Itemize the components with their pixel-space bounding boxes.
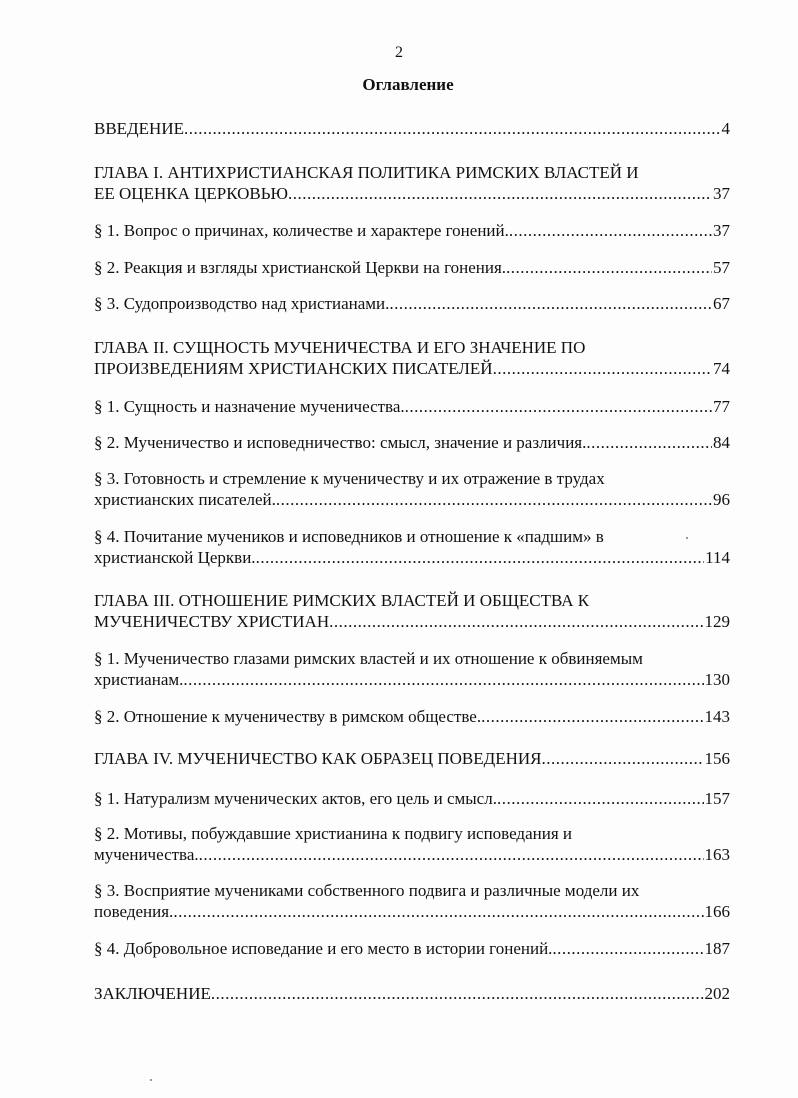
toc-entry-last-line xyxy=(94,396,730,417)
toc-entry-last-line xyxy=(94,611,730,632)
dot-leader xyxy=(497,788,704,809)
toc-entry-line: ГЛАВА I. АНТИХРИСТИАНСКАЯ ПОЛИТИКА РИМСКИХ ВЛАСТЕЙ И xyxy=(94,163,639,182)
toc-page-number: 114 xyxy=(705,548,730,567)
toc-page-number: 84 xyxy=(713,433,730,452)
toc-entry-last-line xyxy=(94,489,730,510)
toc-page-number: 202 xyxy=(704,984,730,1003)
dot-leader xyxy=(256,547,705,568)
toc-entry-chapter-2[interactable] xyxy=(94,337,730,379)
toc-page-number: 187 xyxy=(704,939,730,958)
dot-leader xyxy=(276,489,712,510)
toc-entry-chapter-1-section-3[interactable] xyxy=(94,293,730,314)
toc-entry-line: § 1. Мученичество глазами римских властей и их отношение к обвиняемым xyxy=(94,649,643,668)
toc-entry-text: ЗАКЛЮЧЕНИЕ xyxy=(94,984,211,1003)
dot-leader xyxy=(389,293,712,314)
toc-entry-text: ЕЕ ОЦЕНКА ЦЕРКОВЬЮ xyxy=(94,184,288,203)
toc-page-number: 67 xyxy=(713,294,730,313)
toc-entry-chapter-1[interactable] xyxy=(94,162,730,204)
toc-page-number: 143 xyxy=(704,707,730,726)
toc-entry-chapter-3-section-1[interactable] xyxy=(94,648,730,690)
dot-leader xyxy=(586,432,712,453)
toc-entry-last-line xyxy=(94,257,730,278)
toc-entry-line: § 2. Мотивы, побуждавшие христианина к подвигу исповедания и xyxy=(94,824,572,843)
toc-entry-text: § 1. Натурализм мученических актов, его цель и смысл. xyxy=(94,789,497,808)
toc-entry-chapter-2-section-1[interactable] xyxy=(94,396,730,417)
page-number: 2 xyxy=(395,44,403,61)
dot-leader xyxy=(184,118,721,139)
toc-entry-chapter-3[interactable] xyxy=(94,590,730,632)
toc-page-number: 4 xyxy=(721,119,730,138)
dot-leader xyxy=(199,844,704,865)
toc-page-number: 163 xyxy=(704,845,730,864)
dot-leader xyxy=(183,669,703,690)
toc-page-number: 57 xyxy=(713,258,730,277)
toc-entry-last-line xyxy=(94,669,730,690)
toc-entry-chapter-2-section-4[interactable] xyxy=(94,526,730,568)
toc-entry-line: § 3. Восприятие мучениками собственного подвига и различные модели их xyxy=(94,881,640,900)
toc-entry-text: христианам. xyxy=(94,670,184,689)
toc-entry-last-line xyxy=(94,183,730,204)
toc-entry-chapter-4-section-1[interactable] xyxy=(94,788,730,809)
toc-entry-text: § 4. Добровольное исповедание и его место в истории гонений. xyxy=(94,939,553,958)
toc-entry-chapter-4-section-2[interactable] xyxy=(94,823,730,865)
toc-entry-text: МУЧЕНИЧЕСТВУ ХРИСТИАН xyxy=(94,612,330,631)
toc-entry-last-line xyxy=(94,118,730,139)
toc-entry-last-line xyxy=(94,547,730,568)
toc-entry-text: § 3. Судопроизводство над христианами. xyxy=(94,294,390,313)
scan-speck xyxy=(686,537,688,539)
toc-page-number: 37 xyxy=(713,221,730,240)
toc-entry-last-line xyxy=(94,220,730,241)
dot-leader xyxy=(509,220,712,241)
toc-entry-text: ГЛАВА IV. МУЧЕНИЧЕСТВО КАК ОБРАЗЕЦ ПОВЕДЕНИЯ xyxy=(94,749,542,768)
toc-page-number: 74 xyxy=(713,359,730,378)
toc-entry-line: § 4. Почитание мучеников и исповедников и отношение к «падшим» в xyxy=(94,527,604,546)
toc-entry-text: § 2. Реакция и взгляды христианской Церкви на гонения. xyxy=(94,258,507,277)
toc-entry-last-line xyxy=(94,293,730,314)
toc-entry-chapter-1-section-1[interactable] xyxy=(94,220,730,241)
dot-leader xyxy=(481,706,703,727)
toc-entry-chapter-4[interactable] xyxy=(94,748,730,769)
dot-leader xyxy=(506,257,712,278)
toc-page-number: 96 xyxy=(713,490,730,509)
toc-entry-text: мученичества. xyxy=(94,845,199,864)
toc-entry-line: § 3. Готовность и стремление к мученичеству и их отражение в трудах xyxy=(94,469,605,488)
toc-title: Оглавление xyxy=(362,75,454,94)
toc-entry-chapter-1-section-2[interactable] xyxy=(94,257,730,278)
toc-page-number: 157 xyxy=(704,789,730,808)
toc-page-number: 156 xyxy=(704,749,730,768)
toc-page-number: 130 xyxy=(704,670,730,689)
toc-entry-text: § 1. Вопрос о причинах, количестве и характере гонений. xyxy=(94,221,509,240)
toc-entry-chapter-4-section-4[interactable] xyxy=(94,938,730,959)
toc-page-number: 129 xyxy=(704,612,730,631)
toc-entry-last-line xyxy=(94,432,730,453)
toc-entry-last-line xyxy=(94,901,730,922)
toc-entry-last-line xyxy=(94,938,730,959)
dot-leader xyxy=(173,901,703,922)
toc-entry-text: христианской Церкви. xyxy=(94,548,256,567)
toc-entry-text: христианских писателей. xyxy=(94,490,276,509)
toc-entry-text: § 2. Мученичество и исповедничество: смысл, значение и различия. xyxy=(94,433,587,452)
toc-entry-text: ВВЕДЕНИЕ xyxy=(94,119,184,138)
toc-entry-line: ГЛАВА II. СУЩНОСТЬ МУЧЕНИЧЕСТВА И ЕГО ЗНАЧЕНИЕ ПО xyxy=(94,338,586,357)
dot-leader xyxy=(329,611,703,632)
toc-entry-line: ГЛАВА III. ОТНОШЕНИЕ РИМСКИХ ВЛАСТЕЙ И ОБЩЕСТВА К xyxy=(94,591,590,610)
dot-leader xyxy=(405,396,712,417)
dot-leader xyxy=(552,938,703,959)
toc-entry-conclusion[interactable] xyxy=(94,983,730,1004)
toc-entry-last-line xyxy=(94,983,730,1004)
toc-page-number: 166 xyxy=(704,902,730,921)
dot-leader xyxy=(288,183,712,204)
toc-page-number: 37 xyxy=(713,184,730,203)
toc-entry-text: ПРОИЗВЕДЕНИЯМ ХРИСТИАНСКИХ ПИСАТЕЛЕЙ xyxy=(94,359,493,378)
dot-leader xyxy=(493,358,712,379)
toc-entry-last-line xyxy=(94,706,730,727)
toc-page-number: 77 xyxy=(713,397,730,416)
dot-leader xyxy=(211,983,704,1004)
toc-entry-text: § 1. Сущность и назначение мученичества. xyxy=(94,397,405,416)
toc-entry-last-line xyxy=(94,358,730,379)
toc-entry-chapter-3-section-2[interactable] xyxy=(94,706,730,727)
toc-entry-chapter-2-section-2[interactable] xyxy=(94,432,730,453)
toc-entry-introduction[interactable] xyxy=(94,118,730,139)
scan-speck xyxy=(150,1079,152,1081)
dot-leader xyxy=(542,748,704,769)
toc-entry-chapter-2-section-3[interactable] xyxy=(94,468,730,510)
toc-entry-last-line xyxy=(94,788,730,809)
toc-entry-last-line xyxy=(94,844,730,865)
toc-entry-text: поведения. xyxy=(94,902,174,921)
toc-entry-text: § 2. Отношение к мученичеству в римском обществе. xyxy=(94,707,482,726)
toc-entry-last-line xyxy=(94,748,730,769)
toc-entry-chapter-4-section-3[interactable] xyxy=(94,880,730,922)
